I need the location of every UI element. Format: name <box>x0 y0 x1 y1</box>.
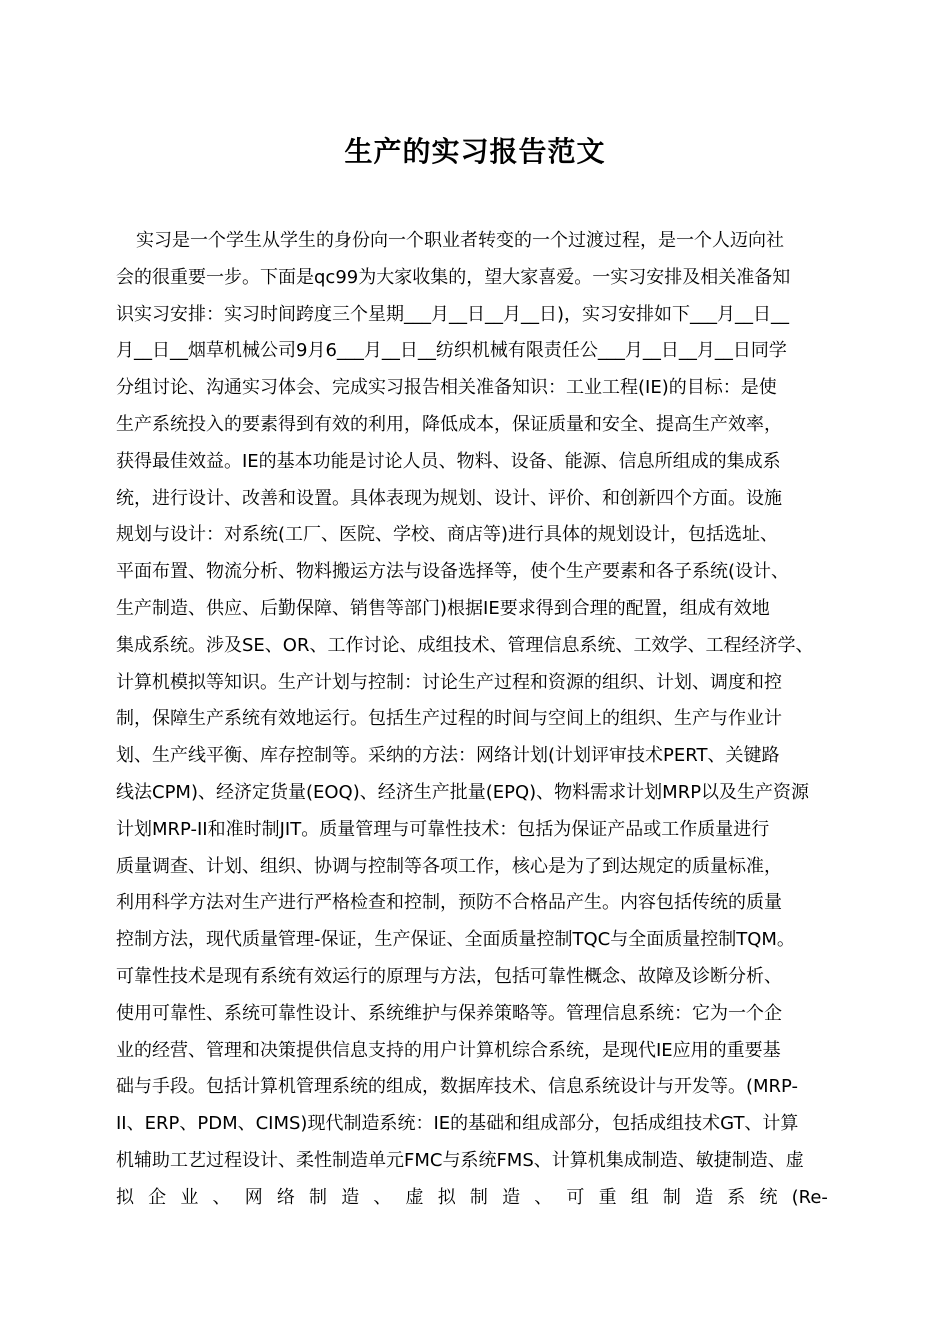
body-line: 制，保障生产系统有效地运行。包括生产过程的时间与空间上的组织、生产与作业计 <box>116 708 782 730</box>
body-line: 线法CPM)、经济定货量(EOQ)、经济生产批量(EPQ)、物料需求计划MRP以及生产资源 <box>116 781 810 803</box>
body-line: 分组讨论、沟通实习体会、完成实习报告相关准备知识：工业工程(IE)的目标：是使 <box>116 377 777 399</box>
justified-token: 造 <box>695 1186 714 1208</box>
body-line: 使用可靠性、系统可靠性设计、系统维护与保养策略等。管理信息系统：它为一个企 <box>116 1002 782 1024</box>
document-title: 生产的实习报告范文 <box>344 135 606 168</box>
body-line: 平面布置、物流分析、物料搬运方法与设备选择等，使个生产要素和各子系统(设计、 <box>116 561 790 583</box>
justified-token: 拟 <box>116 1186 134 1208</box>
body-line: 识实习安排：实习时间跨度三个星期___月__日__月__日)，实习安排如下___月__日__ <box>116 303 790 325</box>
body-line: 获得最佳效益。IE的基本功能是讨论人员、物料、设备、能源、信息所组成的集成系 <box>116 450 781 472</box>
body-line-justified <box>116 1180 828 1217</box>
body-line: 生产制造、供应、后勤保障、销售等部门)根据IE要求得到合理的配置，组成有效地 <box>116 597 770 619</box>
body-line: 划、生产线平衡、库存控制等。采纳的方法：网络计划(计划评审技术PERT、关键路 <box>116 745 780 767</box>
justified-token: 、 <box>534 1186 553 1208</box>
justified-token: 企 <box>148 1186 167 1208</box>
justified-token: 制 <box>309 1186 328 1208</box>
body-line: 集成系统。涉及SE、OR、工作讨论、成组技术、管理信息系统、工效学、工程经济学、 <box>116 634 814 656</box>
justified-token: 制 <box>469 1186 488 1208</box>
justified-token: 组 <box>630 1186 649 1208</box>
justified-token: 统 <box>759 1186 778 1208</box>
body-line: 机辅助工艺过程设计、柔性制造单元FMC与系统FMS、计算机集成制造、敏捷制造、虚 <box>116 1149 804 1171</box>
body-line: II、ERP、PDM、CIMS)现代制造系统：IE的基础和组成部分，包括成组技术GT、计算 <box>116 1113 799 1135</box>
body-line: 可靠性技术是现有系统有效运行的原理与方法，包括可靠性概念、故障及诊断分析、 <box>116 965 782 987</box>
justified-token: 造 <box>341 1186 360 1208</box>
body-line: 控制方法，现代质量管理-保证，生产保证、全面质量控制TQC与全面质量控制TQM。 <box>116 929 795 951</box>
body-line: 月__日__烟草机械公司9月6___月__日__纺织机械有限责任公___月__日__月__日同学 <box>116 340 787 362</box>
body-line: 计算机模拟等知识。生产计划与控制：讨论生产过程和资源的组织、计划、调度和控 <box>116 671 782 693</box>
document-body <box>116 223 838 1217</box>
body-line: 规划与设计：对系统(工厂、医院、学校、商店等)进行具体的规划设计，包括选址、 <box>116 524 779 546</box>
body-line: 计划MRP-II和准时制JIT。质量管理与可靠性技术：包括为保证产品或工作质量进行 <box>116 818 770 840</box>
justified-token: 、 <box>373 1186 392 1208</box>
justified-token: 业 <box>180 1186 199 1208</box>
body-line: 实习是一个学生从学生的身份向一个职业者转变的一个过渡过程，是一个人迈向社 <box>136 230 784 251</box>
justified-token: 虚 <box>405 1186 424 1208</box>
justified-token: 重 <box>598 1186 617 1208</box>
justified-token: 络 <box>276 1186 295 1208</box>
justified-token: 拟 <box>437 1186 456 1208</box>
body-line: 统，进行设计、改善和设置。具体表现为规划、设计、评价、和创新四个方面。设施 <box>116 487 782 509</box>
body-line: 础与手段。包括计算机管理系统的组成，数据库技术、信息系统设计与开发等。(MRP- <box>116 1076 799 1098</box>
justified-token: 制 <box>662 1186 681 1208</box>
body-line: 会的很重要一步。下面是qc99为大家收集的，望大家喜爱。一实习安排及相关准备知 <box>116 266 791 288</box>
justified-token: 可 <box>566 1186 585 1208</box>
body-line: 业的经营、管理和决策提供信息支持的用户计算机综合系统，是现代IE应用的重要基 <box>116 1039 781 1061</box>
body-line: 质量调查、计划、组织、协调与控制等各项工作，核心是为了到达规定的质量标准， <box>116 855 782 877</box>
body-line: 利用科学方法对生产进行严格检查和控制，预防不合格品产生。内容包括传统的质量 <box>116 892 782 914</box>
justified-token: (Re- <box>791 1186 828 1208</box>
justified-token: 网 <box>244 1186 263 1208</box>
justified-token: 系 <box>727 1186 746 1208</box>
body-line: 生产系统投入的要素得到有效的利用，降低成本，保证质量和安全、提高生产效率， <box>116 413 782 435</box>
justified-token: 、 <box>212 1186 231 1208</box>
justified-token: 造 <box>502 1186 521 1208</box>
